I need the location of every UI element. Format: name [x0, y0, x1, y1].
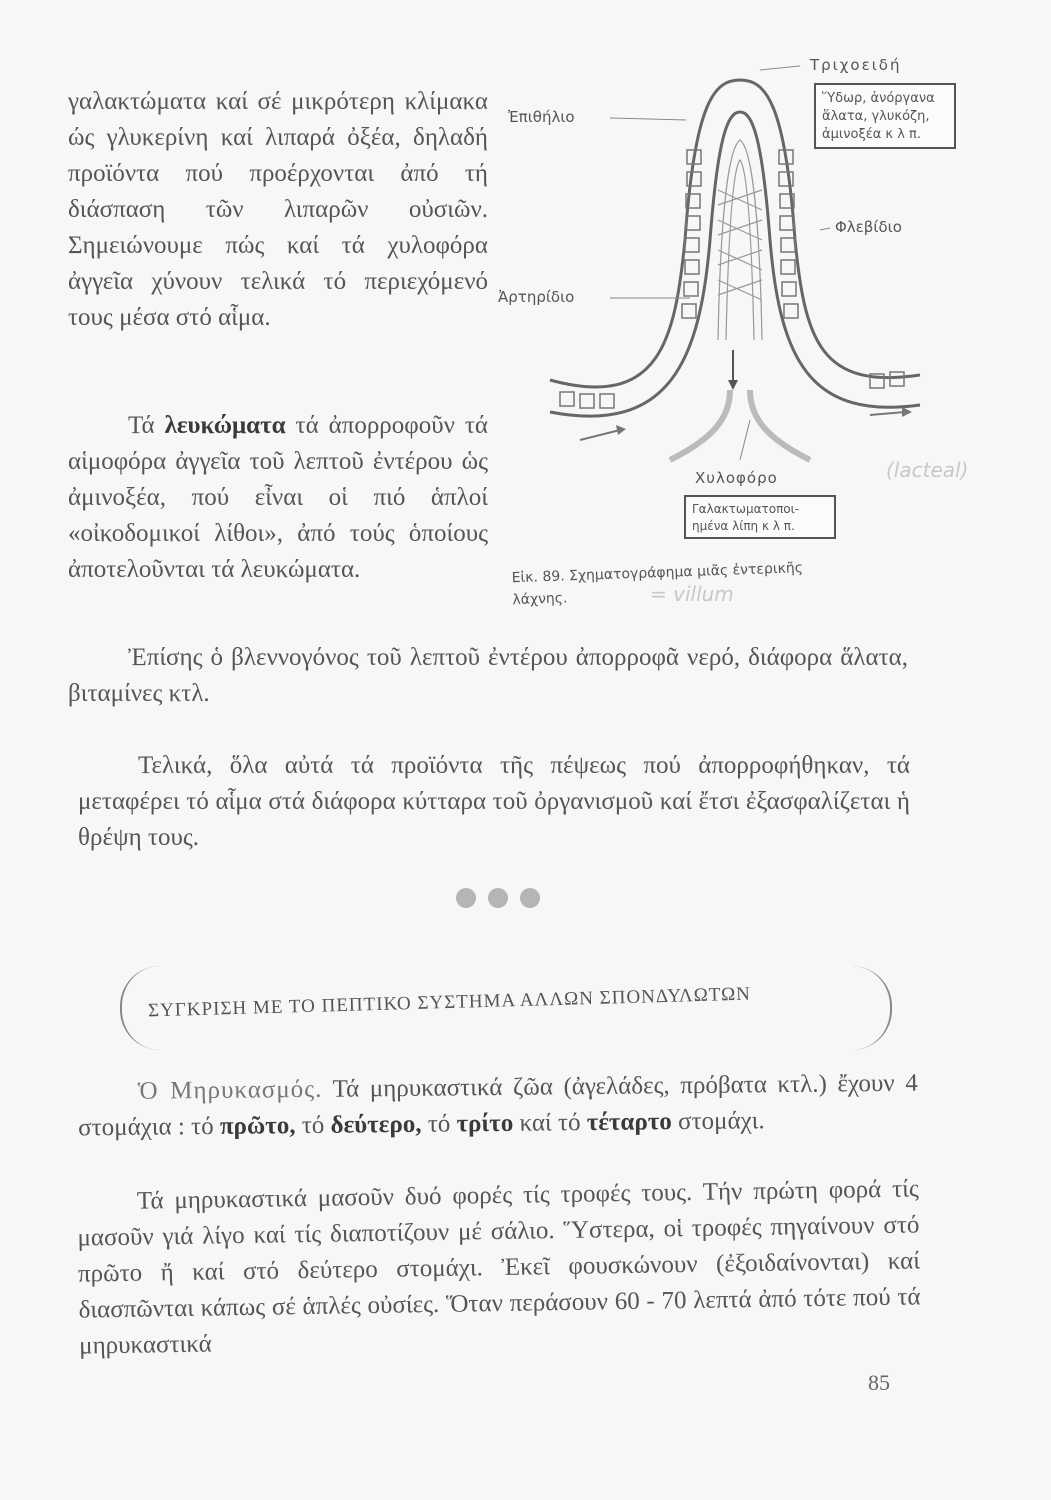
stomach-fourth: τέταρτο	[586, 1108, 672, 1137]
figure-caption: Εἰκ. 89. Σχηματογράφημα μιᾶς ἐντερικῆς λάχνης.	[511, 560, 804, 609]
rumination-a: Τά μηρυκαστικά ζῶα (ἀγελάδες, πρόβατα κτλ.) ἔχουν 4 στομάχια : τό	[78, 1069, 918, 1142]
rumination-heading: Ὁ Μηρυκασμός.	[137, 1075, 323, 1105]
chew-text: Τά μηρυκαστικά μασοῦν δυό φορές τίς τροφές τους. Τήν πρώτη φορά τίς μασοῦν γιά λίγο καί τίς διαποτίζουν μέ σάλιο. Ὕστερα, οἱ τροφές πηγαίνουν στό πρῶτο ἤ καί στό δεύτερο στομάχι. Ἐκεῖ φουσκώνουν (ἐξοιδαίνονται) καί διασπῶνται κάπως σέ ἁπλές οὐσίες. Ὅταν περάσουν 60 - 70 λεπτά ἀπό τότε πού τά μηρυκαστικά	[77, 1175, 921, 1360]
paragraph-chewing	[77, 1171, 922, 1364]
proteins-rest: τά ἀπορροφοῦν τά αἱμοφόρα ἀγγεῖα τοῦ λεπτοῦ ἐντέρου ὡς ἀμινοξέα, πού εἶναι οἱ πιό ἁπλοί «οἰκοδομικοί λίθοι», ἀπό τούς ὁποίους ἀποτελοῦνται τά λευκώματα.	[68, 412, 488, 583]
paragraph-mucosa	[68, 640, 908, 712]
box-top-line-3: ἀμινοξέα κ λ π.	[822, 127, 922, 142]
rumination-d: καί τό	[513, 1109, 587, 1137]
paragraph-finally	[78, 748, 910, 856]
box-top-line-2: ἅλατα, γλυκόζη,	[822, 109, 930, 124]
section-title: ΣΥΓΚΡΙΣΗ ΜΕ ΤΟ ΠΕΠΤΙΚΟ ΣΥΣΤΗΜΑ ΑΛΛΩΝ ΣΠΟΝΔΥΛΩΤΩΝ	[147, 983, 752, 1022]
stomach-third: τρίτο	[456, 1109, 514, 1138]
label-epithelium: Ἐπιθήλιο	[508, 108, 575, 126]
label-venule: Φλεβίδιο	[835, 218, 902, 236]
paragraph-rumination	[78, 1066, 919, 1147]
paragraph-proteins	[68, 408, 488, 588]
label-villus: Τριχοειδή	[810, 56, 902, 74]
box-bottom-line-1: Γαλακτωματοποι-	[692, 502, 800, 516]
annotation-lacteal: (lacteal)	[886, 458, 969, 482]
box-top-line-1: Ὕδωρ, ἀνόργανα	[822, 91, 935, 106]
page-number: 85	[868, 1370, 890, 1395]
proteins-start: Τά	[128, 412, 165, 439]
box-bottom-line-2: ημένα λίπη κ λ π.	[692, 519, 795, 533]
label-lacteal: Χυλοφόρο	[695, 469, 778, 487]
divider-dot	[520, 888, 540, 908]
divider-dot	[456, 888, 476, 908]
rumination-e: στομάχι.	[671, 1107, 765, 1136]
rumination-b: τό	[295, 1111, 331, 1140]
term-proteins: λευκώματα	[164, 412, 286, 439]
divider-dot	[488, 888, 508, 908]
label-arteriole: Ἀρτηρίδιο	[498, 288, 575, 306]
rumination-c: τό	[421, 1110, 457, 1138]
paragraph-intro: γαλακτώματα καί σέ μικρότερη κλίμακα ώς γλυκερίνη καί λιπαρά ὀξέα, δηλαδή προϊόντα πού προέρχονται ἀπό τή διάσπαση τῶν λιπαρῶν οὐσιῶν. Σημειώνουμε πώς καί τά χυλοφόρα ἀγγεῖα χύνουν τελικά τό περιεχόμενό τους μέσα στό αἷμα.	[68, 88, 488, 331]
mucosa-text: Ἐπίσης ὁ βλεννογόνος τοῦ λεπτοῦ ἐντέρου ἀπορροφᾶ νερό, διάφορα ἅλατα, βιταμίνες κτλ.	[68, 644, 908, 707]
stomach-second: δεύτερο,	[330, 1110, 422, 1139]
capillary-network	[718, 140, 762, 340]
finally-text: Τελικά, ὅλα αὐτά τά προϊόντα τῆς πέψεως πού ἀπορροφήθηκαν, τά μεταφέρει τό αἷμα στά διάφορα κύτταρα τοῦ ὀργανισμοῦ καί ἔτσι ἐξασφαλίζεται ἡ θρέψη τους.	[78, 752, 910, 851]
stomach-first: πρῶτο,	[219, 1112, 296, 1140]
villus-diagram	[490, 40, 970, 560]
annotation-villum: = villum	[650, 582, 734, 606]
section-divider	[456, 888, 540, 908]
